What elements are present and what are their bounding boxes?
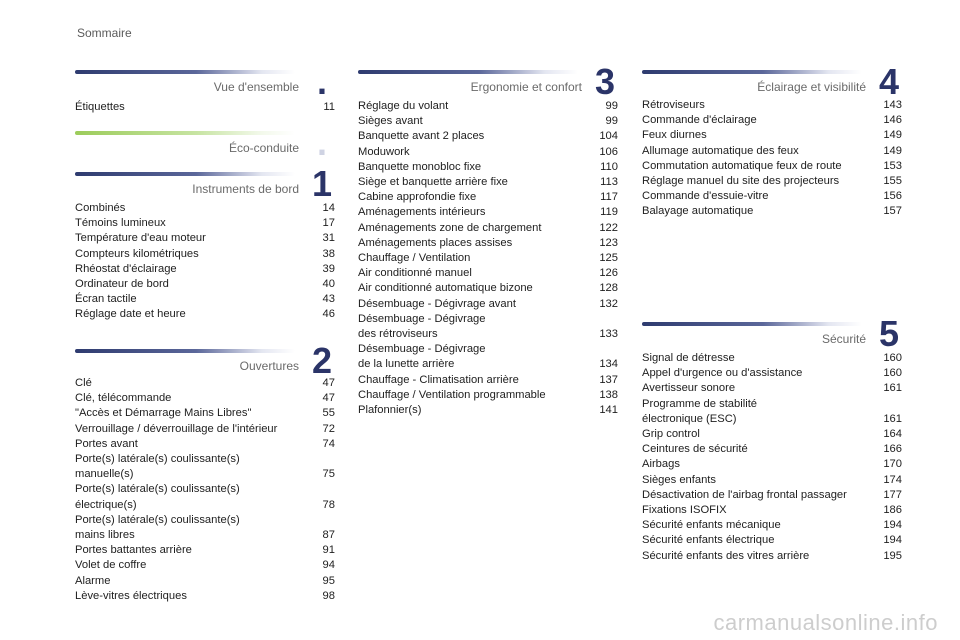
section-number-badge: 5	[878, 313, 900, 354]
toc-entry[interactable]	[358, 236, 618, 251]
toc-entry-label: Température d'eau moteur	[75, 232, 206, 245]
section-header-bar	[75, 349, 295, 353]
toc-entry-label: Aménagements zone de chargement	[358, 221, 542, 234]
section-title[interactable]: Ouvertures	[239, 359, 299, 373]
toc-entry-page: 31	[322, 232, 335, 245]
toc-entry-label: Écran tactile	[75, 293, 137, 306]
toc-entry-page: 117	[600, 191, 618, 204]
column-left-s1	[75, 163, 335, 321]
toc-entry-label: Grip control	[642, 428, 700, 441]
toc-entry-page: 126	[599, 267, 618, 280]
toc-entry-label: Sécurité enfants des vitres arrière	[642, 549, 810, 562]
section-securite	[642, 313, 902, 562]
toc-entry[interactable]	[75, 422, 335, 437]
toc-entry-label: Sièges avant	[358, 115, 423, 128]
toc-entry-page: 194	[883, 534, 902, 547]
section-eco-conduite	[75, 122, 335, 163]
toc-entry-label: Rhéostat d'éclairage	[75, 262, 177, 275]
toc-entry[interactable]	[642, 503, 902, 518]
toc-entry-page: 40	[322, 278, 335, 291]
toc-entry[interactable]	[358, 266, 618, 281]
toc-entry-label: Désembuage - Dégivrage de la lunette arrière	[358, 343, 486, 371]
toc-entry-label: Siège et banquette arrière fixe	[358, 176, 508, 189]
toc-entry-label: Air conditionné automatique bizone	[358, 282, 533, 295]
toc-entry-label: Chauffage / Ventilation programmable	[358, 388, 546, 401]
section-number-badge: .	[316, 61, 327, 102]
toc-entry[interactable]	[75, 406, 335, 421]
section-number-badge: 3	[594, 61, 616, 102]
section-number-badge: 1	[311, 163, 333, 204]
column-left-eco	[75, 122, 335, 163]
toc-entry-label: Porte(s) latérale(s) coulissante(s) électrique(s)	[75, 483, 240, 511]
toc-entry[interactable]	[642, 366, 902, 381]
toc-entry-page: 55	[322, 407, 335, 420]
toc-entry[interactable]	[642, 397, 902, 427]
section-instruments-de-bord	[75, 163, 335, 321]
toc-entry-page: 110	[600, 160, 618, 173]
toc-entry-label: Feux diurnes	[642, 129, 707, 142]
toc-entry-label: Désembuage - Dégivrage des rétroviseurs	[358, 312, 486, 341]
section-vue-ensemble	[75, 61, 335, 113]
toc-entry-page: 104	[599, 130, 618, 143]
toc-entry-page: 161	[883, 412, 902, 425]
toc-entry[interactable]	[75, 589, 335, 604]
toc-entry-label: Fixations ISOFIX	[642, 504, 727, 517]
toc-entry-page: 17	[322, 217, 335, 230]
toc-entry[interactable]	[358, 342, 618, 372]
toc-entry[interactable]	[358, 160, 618, 175]
toc-entry-page: 47	[322, 377, 335, 389]
toc-entry[interactable]	[642, 113, 902, 128]
toc-list	[75, 201, 335, 323]
toc-entry-page: 164	[883, 428, 902, 441]
toc-entry-page: 170	[883, 458, 902, 471]
toc-entry[interactable]	[642, 204, 902, 219]
toc-list	[75, 376, 335, 604]
toc-entry[interactable]	[358, 114, 618, 129]
toc-entry[interactable]	[358, 403, 618, 418]
toc-entry-page: 94	[322, 559, 335, 572]
toc-entry-label: Allumage automatique des feux	[642, 144, 799, 157]
watermark: carmanualsonline.info	[713, 610, 938, 635]
toc-entry[interactable]	[358, 205, 618, 220]
toc-entry[interactable]	[642, 457, 902, 472]
toc-entry[interactable]	[642, 549, 902, 564]
toc-entry-page: 106	[599, 145, 618, 158]
section-number-badge: 2	[311, 340, 333, 381]
toc-entry-label: Témoins lumineux	[75, 217, 166, 230]
toc-entry[interactable]	[642, 128, 902, 143]
section-header-bar	[75, 70, 295, 74]
toc-entry-label: Ceintures de sécurité	[642, 443, 748, 456]
toc-entry-page: 119	[600, 206, 618, 219]
toc-entry[interactable]	[75, 292, 335, 307]
toc-entry-page: 91	[322, 544, 335, 557]
toc-entry[interactable]	[75, 452, 335, 482]
toc-entry-label: Porte(s) latérale(s) coulissante(s) manuelle(s)	[75, 453, 240, 481]
section-title[interactable]: Éclairage et visibilité	[757, 80, 866, 94]
toc-entry-page: 143	[883, 99, 902, 111]
toc-entry[interactable]	[75, 574, 335, 589]
toc-entry[interactable]	[642, 427, 902, 442]
toc-entry[interactable]	[75, 277, 335, 292]
toc-entry[interactable]	[642, 488, 902, 503]
section-title[interactable]: Ergonomie et confort	[470, 80, 582, 94]
toc-entry-page: 99	[605, 100, 618, 112]
toc-entry-page: 46	[322, 308, 335, 321]
toc-entry-label: Moduwork	[358, 145, 410, 158]
toc-entry[interactable]	[642, 533, 902, 548]
toc-entry-page: 161	[883, 382, 902, 395]
section-title[interactable]: Vue d'ensemble	[213, 80, 299, 94]
toc-entry-page: 99	[605, 115, 618, 128]
toc-entry-page: 146	[883, 114, 902, 127]
toc-entry-page: 132	[599, 297, 618, 310]
toc-list	[642, 98, 902, 220]
section-eclairage-visibilite	[642, 61, 902, 218]
toc-entry-label: Désactivation de l'airbag frontal passager	[642, 488, 847, 501]
toc-entry[interactable]	[358, 251, 618, 266]
section-header-bar	[358, 70, 578, 74]
toc-entry-label: Aménagements intérieurs	[358, 206, 486, 219]
toc-entry[interactable]	[75, 437, 335, 452]
toc-entry-label: Sièges enfants	[642, 473, 717, 486]
toc-entry-page: 166	[883, 443, 902, 456]
toc-entry[interactable]	[75, 558, 335, 573]
toc-entry[interactable]	[75, 231, 335, 246]
toc-entry-label: Sécurité enfants mécanique	[642, 519, 781, 532]
toc-entry-label: Étiquettes	[75, 101, 125, 113]
toc-entry-label: Banquette monobloc fixe	[358, 160, 482, 173]
toc-entry[interactable]	[75, 391, 335, 406]
toc-entry-label: Compteurs kilométriques	[75, 247, 199, 260]
section-number-badge: 4	[878, 61, 900, 102]
toc-entry[interactable]	[642, 174, 902, 189]
toc-entry-page: 149	[883, 129, 902, 142]
toc-list	[75, 100, 335, 115]
section-header-bar	[75, 131, 295, 135]
toc-entry-page: 174	[883, 473, 902, 486]
toc-entry-page: 38	[322, 247, 335, 260]
toc-entry-page: 125	[599, 252, 618, 265]
toc-entry-page: 160	[883, 352, 902, 364]
toc-entry-page: 74	[322, 437, 335, 450]
toc-entry-page: 14	[322, 202, 335, 214]
toc-entry-label: Réglage manuel du site des projecteurs	[642, 175, 840, 188]
toc-entry[interactable]	[642, 381, 902, 396]
toc-entry-label: "Accès et Démarrage Mains Libres"	[75, 407, 252, 420]
toc-entry-label: Portes avant	[75, 437, 138, 450]
toc-entry-page: 141	[599, 404, 618, 417]
toc-entry[interactable]	[75, 201, 335, 216]
toc-entry[interactable]	[358, 312, 618, 342]
toc-entry[interactable]	[642, 144, 902, 159]
toc-entry-page: 194	[883, 519, 902, 532]
toc-entry-label: Clé	[75, 377, 92, 389]
page-title: Sommaire	[77, 26, 132, 40]
section-ouvertures	[75, 340, 335, 602]
toc-entry-label: Alarme	[75, 574, 111, 587]
toc-entry[interactable]	[75, 482, 335, 512]
toc-entry[interactable]	[358, 373, 618, 388]
toc-entry-page: 134	[599, 358, 618, 371]
toc-entry-label: Rétroviseurs	[642, 99, 705, 111]
toc-entry-label: Commutation automatique feux de route	[642, 159, 842, 172]
toc-entry[interactable]	[358, 297, 618, 312]
toc-entry-page: 177	[883, 488, 902, 501]
toc-entry-page: 95	[322, 574, 335, 587]
toc-entry-label: Désembuage - Dégivrage avant	[358, 297, 516, 310]
toc-entry-page: 39	[322, 262, 335, 275]
toc-entry-page: 78	[322, 498, 335, 511]
toc-entry[interactable]	[358, 175, 618, 190]
toc-entry-page: 186	[883, 504, 902, 517]
section-title[interactable]: Éco-conduite	[228, 141, 299, 155]
toc-entry-page: 98	[322, 589, 335, 602]
column-right	[642, 61, 902, 218]
toc-entry-page: 160	[883, 367, 902, 380]
toc-entry[interactable]	[75, 100, 335, 115]
toc-entry-page: 113	[600, 176, 618, 189]
toc-entry-label: Balayage automatique	[642, 205, 754, 218]
toc-entry[interactable]	[358, 281, 618, 296]
toc-entry[interactable]	[642, 442, 902, 457]
toc-entry-label: Chauffage / Ventilation	[358, 252, 471, 265]
toc-entry-label: Air conditionné manuel	[358, 267, 472, 280]
toc-entry[interactable]	[358, 190, 618, 205]
toc-entry-label: Chauffage - Climatisation arrière	[358, 373, 519, 386]
toc-entry[interactable]	[75, 307, 335, 322]
toc-entry-label: Appel d'urgence ou d'assistance	[642, 367, 803, 380]
toc-entry-page: 75	[322, 468, 335, 481]
column-right-s5	[642, 313, 902, 562]
toc-entry[interactable]	[358, 221, 618, 236]
toc-entry[interactable]	[358, 129, 618, 144]
toc-entry-label: Réglage du volant	[358, 100, 449, 112]
toc-entry-page: 87	[322, 529, 335, 542]
toc-entry-label: Commande d'éclairage	[642, 114, 757, 127]
toc-entry-label: Sécurité enfants électrique	[642, 534, 775, 547]
toc-entry-page: 156	[883, 190, 902, 203]
toc-entry-page: 149	[883, 144, 902, 157]
toc-entry-label: Clé, télécommande	[75, 392, 172, 405]
toc-entry[interactable]	[75, 513, 335, 543]
toc-entry[interactable]	[642, 98, 902, 113]
toc-entry[interactable]	[75, 376, 335, 391]
toc-entry[interactable]	[358, 145, 618, 160]
toc-entry[interactable]	[642, 159, 902, 174]
toc-entry-label: Réglage date et heure	[75, 308, 186, 321]
toc-entry-page: 47	[322, 392, 335, 405]
toc-entry-label: Programme de stabilité électronique (ESC)	[642, 397, 758, 425]
section-header-bar	[642, 70, 862, 74]
column-left-s2	[75, 340, 335, 602]
toc-entry-label: Combinés	[75, 202, 126, 214]
toc-entry-label: Signal de détresse	[642, 352, 735, 364]
column-middle	[358, 61, 618, 417]
toc-list	[358, 99, 618, 418]
section-header-bar	[642, 322, 862, 326]
section-number-badge: .	[316, 122, 327, 163]
toc-entry-label: Banquette avant 2 places	[358, 130, 485, 143]
toc-entry-page: 138	[599, 388, 618, 401]
toc-entry-page: 123	[599, 236, 618, 249]
toc-entry-label: Ordinateur de bord	[75, 278, 169, 291]
toc-entry[interactable]	[642, 351, 902, 366]
section-title[interactable]: Instruments de bord	[192, 182, 299, 196]
toc-entry-label: Airbags	[642, 458, 680, 471]
toc-entry[interactable]	[358, 99, 618, 114]
toc-entry-page: 11	[323, 101, 335, 113]
toc-entry-label: Portes battantes arrière	[75, 544, 192, 557]
toc-entry-page: 122	[599, 221, 618, 234]
toc-entry-page: 43	[322, 293, 335, 306]
toc-entry-label: Plafonnier(s)	[358, 404, 422, 417]
toc-entry-label: Verrouillage / déverrouillage de l'intérieur	[75, 422, 278, 435]
toc-entry-page: 155	[883, 175, 902, 188]
toc-entry-page: 72	[322, 422, 335, 435]
toc-entry[interactable]	[75, 543, 335, 558]
toc-entry-page: 137	[599, 373, 618, 386]
toc-entry-page: 153	[883, 159, 902, 172]
section-ergonomie-confort	[358, 61, 618, 417]
toc-entry-label: Cabine approfondie fixe	[358, 191, 477, 204]
toc-entry[interactable]	[642, 189, 902, 204]
toc-entry-page: 133	[599, 328, 618, 341]
toc-entry[interactable]	[642, 518, 902, 533]
toc-entry-label: Commande d'essuie-vitre	[642, 190, 769, 203]
toc-entry-label: Porte(s) latérale(s) coulissante(s) mains libres	[75, 513, 240, 542]
toc-entry[interactable]	[75, 262, 335, 277]
toc-entry[interactable]	[642, 473, 902, 488]
section-title[interactable]: Sécurité	[821, 332, 866, 346]
toc-entry-page: 195	[883, 549, 902, 562]
toc-entry-label: Lève-vitres électriques	[75, 589, 187, 602]
toc-entry-label: Avertisseur sonore	[642, 382, 736, 395]
section-header-bar	[75, 172, 295, 176]
toc-entry[interactable]	[358, 388, 618, 403]
toc-entry[interactable]	[75, 216, 335, 231]
toc-entry-page: 157	[883, 205, 902, 218]
toc-list	[642, 351, 902, 564]
toc-entry-page: 128	[599, 282, 618, 295]
toc-entry[interactable]	[75, 247, 335, 262]
toc-entry-label: Aménagements places assises	[358, 236, 513, 249]
toc-entry-label: Volet de coffre	[75, 559, 147, 572]
column-left	[75, 61, 335, 113]
